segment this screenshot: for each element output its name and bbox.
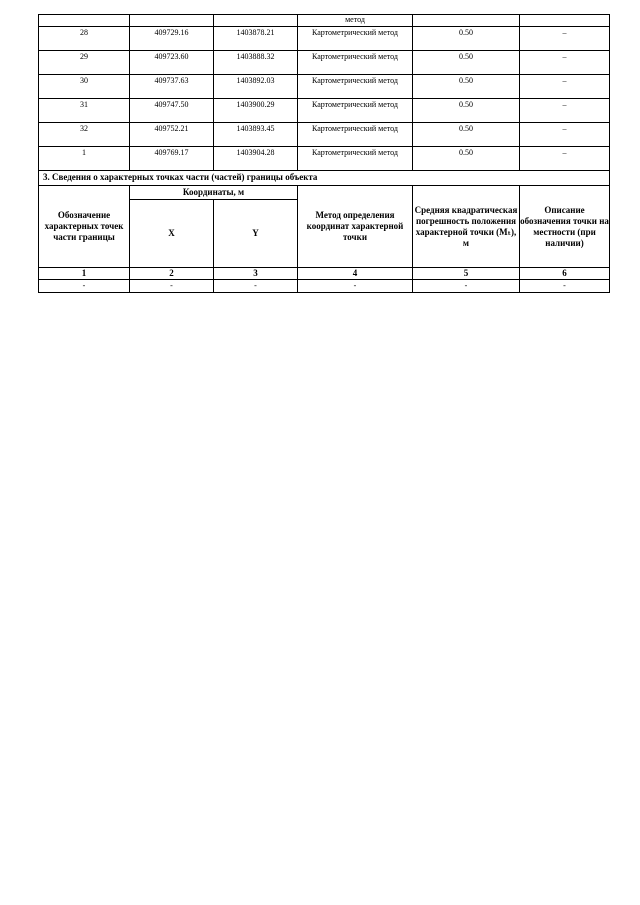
description-cell: – bbox=[520, 123, 610, 147]
header-designation: Обозначение характерных точек части границы bbox=[39, 186, 130, 268]
error-cell: 0.50 bbox=[413, 75, 520, 99]
description-cell: – bbox=[520, 75, 610, 99]
empty-cell: - bbox=[130, 280, 214, 293]
y-coordinate-cell: 1403892.03 bbox=[214, 75, 298, 99]
cell bbox=[520, 15, 610, 27]
description-cell: – bbox=[520, 99, 610, 123]
x-coordinate-cell: 409723.60 bbox=[130, 51, 214, 75]
method-cell: Картометрический метод bbox=[298, 99, 413, 123]
error-cell: 0.50 bbox=[413, 147, 520, 171]
method-cell: Картометрический метод bbox=[298, 51, 413, 75]
header-y: Y bbox=[214, 200, 298, 268]
header-method: Метод определения координат характерной точки bbox=[298, 186, 413, 268]
x-coordinate-cell: 409747.50 bbox=[130, 99, 214, 123]
points-table-body bbox=[39, 15, 610, 171]
column-number: 2 bbox=[130, 268, 214, 280]
cell bbox=[130, 15, 214, 27]
table-row bbox=[39, 51, 610, 75]
table-row bbox=[39, 99, 610, 123]
empty-cell: - bbox=[520, 280, 610, 293]
method-cell: Картометрический метод bbox=[298, 75, 413, 99]
column-number: 5 bbox=[413, 268, 520, 280]
column-number: 1 bbox=[39, 268, 130, 280]
description-cell: – bbox=[520, 51, 610, 75]
column-number: 4 bbox=[298, 268, 413, 280]
point-id-cell: 29 bbox=[39, 51, 130, 75]
cell bbox=[39, 15, 130, 27]
column-number: 3 bbox=[214, 268, 298, 280]
y-coordinate-cell: 1403888.32 bbox=[214, 51, 298, 75]
continuation-row bbox=[39, 15, 610, 27]
cell bbox=[214, 15, 298, 27]
column-numbers-row bbox=[39, 268, 610, 280]
point-id-cell: 31 bbox=[39, 99, 130, 123]
section3-header-row bbox=[39, 186, 610, 200]
x-coordinate-cell: 409769.17 bbox=[130, 147, 214, 171]
column-number: 6 bbox=[520, 268, 610, 280]
error-cell: 0.50 bbox=[413, 51, 520, 75]
y-coordinate-cell: 1403900.29 bbox=[214, 99, 298, 123]
header-description: Описание обозначения точки на местности (при наличии) bbox=[520, 186, 610, 268]
table-row bbox=[39, 123, 610, 147]
point-id-cell: 1 bbox=[39, 147, 130, 171]
method-cell: метод bbox=[298, 15, 413, 27]
header-coordinates: Координаты, м bbox=[130, 186, 298, 200]
y-coordinate-cell: 1403893.45 bbox=[214, 123, 298, 147]
y-coordinate-cell: 1403878.21 bbox=[214, 27, 298, 51]
empty-cell: - bbox=[39, 280, 130, 293]
y-coordinate-cell: 1403904.28 bbox=[214, 147, 298, 171]
section3-table-body bbox=[39, 171, 610, 293]
point-id-cell: 30 bbox=[39, 75, 130, 99]
empty-data-row bbox=[39, 280, 610, 293]
x-coordinate-cell: 409752.21 bbox=[130, 123, 214, 147]
table-row bbox=[39, 75, 610, 99]
method-cell: Картометрический метод bbox=[298, 147, 413, 171]
header-error: Средняя квадратическая погрешность положения характерной точки (Mₜ), м bbox=[413, 186, 520, 268]
section3-title: 3. Сведения о характерных точках части (частей) границы объекта bbox=[39, 171, 610, 186]
error-cell: 0.50 bbox=[413, 27, 520, 51]
table-row bbox=[39, 147, 610, 171]
header-x: X bbox=[130, 200, 214, 268]
description-cell: – bbox=[520, 147, 610, 171]
method-cell: Картометрический метод bbox=[298, 27, 413, 51]
cell bbox=[413, 15, 520, 27]
empty-cell: - bbox=[413, 280, 520, 293]
x-coordinate-cell: 409729.16 bbox=[130, 27, 214, 51]
description-cell: – bbox=[520, 27, 610, 51]
boundary-points-table bbox=[38, 14, 610, 293]
section3-title-row bbox=[39, 171, 610, 186]
x-coordinate-cell: 409737.63 bbox=[130, 75, 214, 99]
point-id-cell: 28 bbox=[39, 27, 130, 51]
table-row bbox=[39, 27, 610, 51]
empty-cell: - bbox=[214, 280, 298, 293]
error-cell: 0.50 bbox=[413, 99, 520, 123]
point-id-cell: 32 bbox=[39, 123, 130, 147]
empty-cell: - bbox=[298, 280, 413, 293]
method-cell: Картометрический метод bbox=[298, 123, 413, 147]
error-cell: 0.50 bbox=[413, 123, 520, 147]
